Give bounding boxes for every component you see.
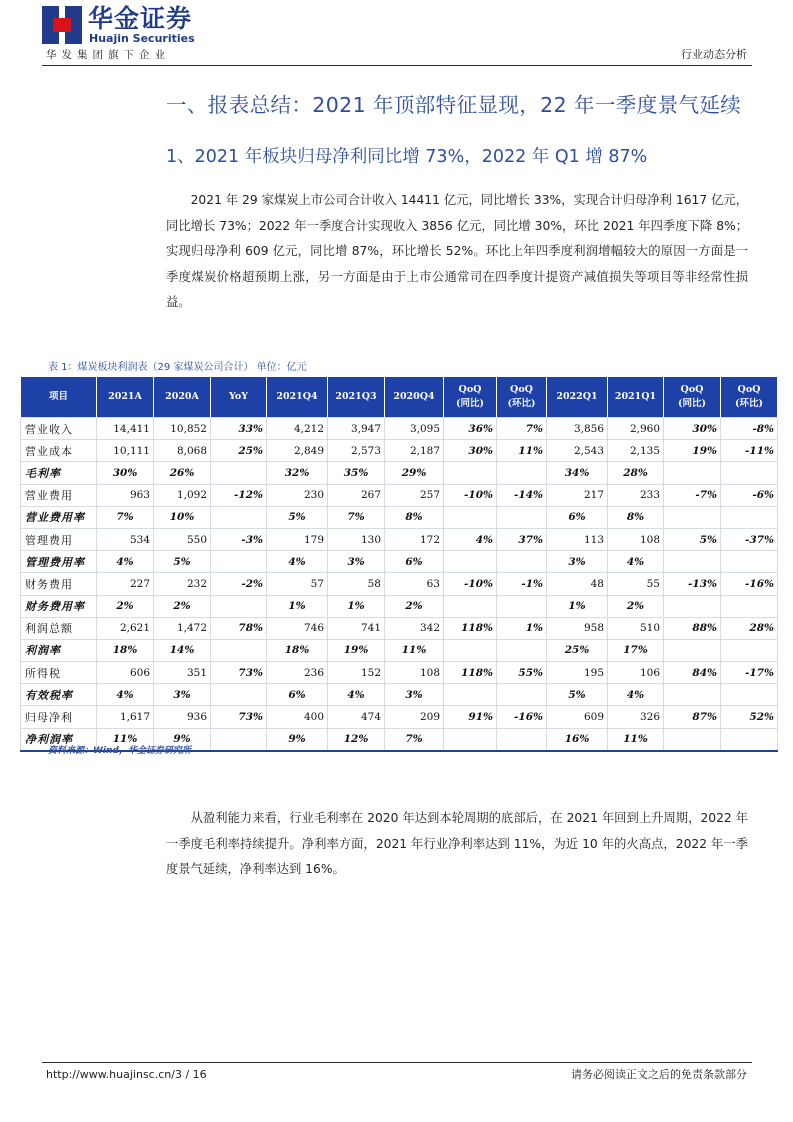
table-cell: [444, 551, 497, 573]
table-cell: 37%: [497, 528, 547, 550]
table-row: [21, 551, 778, 573]
table-body: [21, 418, 778, 751]
summary-paragraph: 2021 年 29 家煤炭上市公司合计收入 14411 亿元，同比增长 33%，实现合计归母净利 1617 亿元，同比增长 73%；2022 年一季度合计实现收入 3856 亿元，同比增 30%，环比 2021 年四季度下降 8%；实现归母净利 609 亿元，同比增 87%，环比增长 52%。环比上年四季度利润增幅较大的原因一方面是一季度煤炭价格超预期上涨，另一方面是由于上市公通常司在四季度计提资产减值损失等项目等非经常性损益。: [166, 193, 748, 310]
row-label: 管理费用率: [21, 551, 97, 573]
table-cell: 267: [328, 484, 385, 506]
table-cell: 9%: [154, 728, 211, 751]
row-label: 财务费用: [21, 573, 97, 595]
table-cell: 7%: [497, 418, 547, 440]
table-cell: 7%: [328, 506, 385, 528]
table-cell: 4%: [97, 551, 154, 573]
table-cell: [721, 684, 778, 706]
footer-disclaimer: 请务必阅读正文之后的免责条款部分: [571, 1068, 747, 1081]
table-cell: 2,187: [385, 440, 444, 462]
table-cell: -1%: [497, 573, 547, 595]
table-cell: 63: [385, 573, 444, 595]
table-cell: 1%: [328, 595, 385, 617]
table-source: 资料来源：Wind，华金证券研究所: [48, 746, 191, 756]
table-cell: 52%: [721, 706, 778, 728]
table-cell: 342: [385, 617, 444, 639]
row-label: 利润率: [21, 639, 97, 661]
table-row: [21, 573, 778, 595]
table-row: [21, 528, 778, 550]
table-row: [21, 484, 778, 506]
table-cell: [211, 506, 267, 528]
table-cell: 326: [608, 706, 664, 728]
row-label: 净利润率: [21, 728, 97, 751]
table-header-row: [21, 377, 778, 418]
table-row: [21, 506, 778, 528]
table-cell: 400: [267, 706, 328, 728]
table-cell: 30%: [664, 418, 721, 440]
table-cell: 108: [608, 528, 664, 550]
column-header: QoQ (同比): [444, 377, 497, 418]
table-cell: [497, 728, 547, 751]
table-cell: 2%: [97, 595, 154, 617]
table-cell: 11%: [497, 440, 547, 462]
table-cell: 108: [385, 662, 444, 684]
table-cell: 236: [267, 662, 328, 684]
table-row: [21, 595, 778, 617]
column-header: QoQ (环比): [721, 377, 778, 418]
table-cell: 84%: [664, 662, 721, 684]
row-label: 营业收入: [21, 418, 97, 440]
table-cell: 230: [267, 484, 328, 506]
table-cell: 2,543: [547, 440, 608, 462]
column-header: QoQ (同比): [664, 377, 721, 418]
table-cell: 1%: [547, 595, 608, 617]
table-cell: [721, 506, 778, 528]
row-label: 营业成本: [21, 440, 97, 462]
column-header: QoQ (环比): [497, 377, 547, 418]
table-cell: [444, 506, 497, 528]
table-cell: -13%: [664, 573, 721, 595]
row-label: 营业费用: [21, 484, 97, 506]
table-cell: 2,849: [267, 440, 328, 462]
table-cell: 6%: [267, 684, 328, 706]
table-row: [21, 706, 778, 728]
profit-table: [20, 377, 778, 752]
table-cell: 2%: [608, 595, 664, 617]
table-cell: [497, 551, 547, 573]
table-cell: [664, 728, 721, 751]
table-cell: 11%: [385, 639, 444, 661]
table-cell: 6%: [547, 506, 608, 528]
table-cell: [664, 551, 721, 573]
table-cell: 936: [154, 706, 211, 728]
table-cell: 1%: [267, 595, 328, 617]
table-cell: 130: [328, 528, 385, 550]
table-cell: 10,111: [97, 440, 154, 462]
table-cell: 26%: [154, 462, 211, 484]
table-cell: 2%: [154, 595, 211, 617]
table-cell: 2,573: [328, 440, 385, 462]
table-cell: -11%: [721, 440, 778, 462]
column-header: YoY: [211, 377, 267, 418]
table-cell: [497, 462, 547, 484]
table-cell: [211, 728, 267, 751]
table-cell: 4%: [97, 684, 154, 706]
row-label: 财务费用率: [21, 595, 97, 617]
table-cell: 741: [328, 617, 385, 639]
table-cell: 510: [608, 617, 664, 639]
table-cell: 78%: [211, 617, 267, 639]
report-type: 行业动态分析: [681, 48, 747, 61]
table-cell: 48: [547, 573, 608, 595]
table-cell: 18%: [267, 639, 328, 661]
table-cell: 11%: [97, 728, 154, 751]
header-divider: [42, 65, 752, 66]
column-header: 2021Q3: [328, 377, 385, 418]
table-cell: [721, 551, 778, 573]
table-cell: 8%: [385, 506, 444, 528]
table-cell: [211, 595, 267, 617]
table-cell: 87%: [664, 706, 721, 728]
table-cell: 6%: [385, 551, 444, 573]
logo-icon: [42, 6, 82, 44]
column-header: 2022Q1: [547, 377, 608, 418]
row-label: 利润总额: [21, 617, 97, 639]
column-header: 2021Q4: [267, 377, 328, 418]
table-cell: 16%: [547, 728, 608, 751]
table-cell: -12%: [211, 484, 267, 506]
table-cell: 55: [608, 573, 664, 595]
table-cell: 4%: [444, 528, 497, 550]
row-label: 有效税率: [21, 684, 97, 706]
table-cell: 217: [547, 484, 608, 506]
logo-chinese-name: 华金证券: [88, 4, 193, 33]
table-cell: [721, 728, 778, 751]
table-cell: 10,852: [154, 418, 211, 440]
table-cell: 227: [97, 573, 154, 595]
table-cell: 25%: [211, 440, 267, 462]
table-cell: 28%: [608, 462, 664, 484]
table-cell: 73%: [211, 706, 267, 728]
footer-divider: [42, 1062, 752, 1063]
table-cell: [721, 639, 778, 661]
table-cell: 28%: [721, 617, 778, 639]
table-cell: [211, 462, 267, 484]
table-cell: 14%: [154, 639, 211, 661]
table-cell: 195: [547, 662, 608, 684]
table-cell: 1%: [497, 617, 547, 639]
row-label: 管理费用: [21, 528, 97, 550]
table-cell: 55%: [497, 662, 547, 684]
column-header: 项目: [21, 377, 97, 418]
column-header: 2020Q4: [385, 377, 444, 418]
table-row: [21, 418, 778, 440]
table-cell: 19%: [328, 639, 385, 661]
table-cell: 113: [547, 528, 608, 550]
table-cell: 30%: [97, 462, 154, 484]
table-cell: 351: [154, 662, 211, 684]
row-label: 归母净利: [21, 706, 97, 728]
table-cell: 35%: [328, 462, 385, 484]
column-header: 2020A: [154, 377, 211, 418]
table-cell: 5%: [664, 528, 721, 550]
table-cell: 4%: [608, 684, 664, 706]
table-cell: [444, 684, 497, 706]
table-cell: [444, 462, 497, 484]
table-row: [21, 440, 778, 462]
profit-table-container: [20, 377, 777, 752]
table-cell: 5%: [547, 684, 608, 706]
table-cell: 5%: [267, 506, 328, 528]
table-cell: 3%: [328, 551, 385, 573]
footer-url-page: http://www.huajinsc.cn/3 / 16: [46, 1068, 207, 1081]
table-cell: -10%: [444, 573, 497, 595]
table-cell: 118%: [444, 617, 497, 639]
table-cell: 30%: [444, 440, 497, 462]
table-cell: 9%: [267, 728, 328, 751]
table-cell: 4%: [267, 551, 328, 573]
table-cell: [721, 462, 778, 484]
table-row: [21, 462, 778, 484]
table-cell: 963: [97, 484, 154, 506]
table-cell: 209: [385, 706, 444, 728]
table-cell: 11%: [608, 728, 664, 751]
table-cell: 152: [328, 662, 385, 684]
row-label: 营业费用率: [21, 506, 97, 528]
table-cell: 3,095: [385, 418, 444, 440]
table-cell: 474: [328, 706, 385, 728]
table-cell: -8%: [721, 418, 778, 440]
table-cell: 3%: [547, 551, 608, 573]
column-header: 2021A: [97, 377, 154, 418]
table-cell: [211, 684, 267, 706]
table-cell: 233: [608, 484, 664, 506]
table-row: [21, 639, 778, 661]
table-cell: 3,947: [328, 418, 385, 440]
table-cell: 19%: [664, 440, 721, 462]
table-cell: 29%: [385, 462, 444, 484]
table-cell: -16%: [497, 706, 547, 728]
table-caption: 表 1：煤炭板块利润表（29 家煤炭公司合计） 单位：亿元: [48, 362, 307, 373]
table-cell: -10%: [444, 484, 497, 506]
table-cell: 10%: [154, 506, 211, 528]
table-cell: 88%: [664, 617, 721, 639]
table-cell: 232: [154, 573, 211, 595]
table-row: [21, 684, 778, 706]
table-cell: [211, 551, 267, 573]
table-cell: 32%: [267, 462, 328, 484]
table-cell: 57: [267, 573, 328, 595]
table-cell: [497, 506, 547, 528]
table-cell: -2%: [211, 573, 267, 595]
table-cell: -6%: [721, 484, 778, 506]
table-cell: 58: [328, 573, 385, 595]
table-cell: -7%: [664, 484, 721, 506]
table-cell: [444, 639, 497, 661]
table-cell: -37%: [721, 528, 778, 550]
row-label: 所得税: [21, 662, 97, 684]
table-cell: [664, 462, 721, 484]
table-cell: 1,472: [154, 617, 211, 639]
table-cell: 257: [385, 484, 444, 506]
table-cell: [664, 639, 721, 661]
table-cell: -14%: [497, 484, 547, 506]
table-cell: [497, 595, 547, 617]
table-cell: 3%: [154, 684, 211, 706]
table-cell: 7%: [97, 506, 154, 528]
table-cell: 91%: [444, 706, 497, 728]
table-cell: 8%: [608, 506, 664, 528]
table-cell: 8,068: [154, 440, 211, 462]
table-row: [21, 617, 778, 639]
table-cell: [721, 595, 778, 617]
table-cell: 1,617: [97, 706, 154, 728]
table-cell: [497, 639, 547, 661]
table-cell: 550: [154, 528, 211, 550]
table-cell: 534: [97, 528, 154, 550]
table-cell: 5%: [154, 551, 211, 573]
table-cell: 106: [608, 662, 664, 684]
table-cell: 36%: [444, 418, 497, 440]
table-cell: 4,212: [267, 418, 328, 440]
table-cell: 4%: [608, 551, 664, 573]
table-cell: 33%: [211, 418, 267, 440]
logo-english-name: Huajin Securities: [89, 32, 195, 45]
table-cell: [664, 684, 721, 706]
table-cell: -16%: [721, 573, 778, 595]
table-cell: 172: [385, 528, 444, 550]
table-cell: 12%: [328, 728, 385, 751]
table-cell: 17%: [608, 639, 664, 661]
table-cell: 2,960: [608, 418, 664, 440]
table-cell: 958: [547, 617, 608, 639]
table-cell: 746: [267, 617, 328, 639]
table-cell: 118%: [444, 662, 497, 684]
table-cell: -3%: [211, 528, 267, 550]
table-cell: 4%: [328, 684, 385, 706]
table-cell: [497, 684, 547, 706]
table-cell: [664, 506, 721, 528]
table-cell: 14,411: [97, 418, 154, 440]
table-cell: 18%: [97, 639, 154, 661]
table-cell: 3%: [385, 684, 444, 706]
table-cell: 606: [97, 662, 154, 684]
row-label: 毛利率: [21, 462, 97, 484]
table-cell: 609: [547, 706, 608, 728]
table-cell: [664, 595, 721, 617]
table-cell: 2,621: [97, 617, 154, 639]
profitability-paragraph: 从盈利能力来看，行业毛利率在 2020 年达到本轮周期的底部后，在 2021 年回到上升周期，2022 年一季度毛利率持续提升。净利率方面，2021 年行业净利率达到 11%，为近 10 年的火高点，2022 年一季度景气延续，净利率达到 16%。: [166, 811, 748, 877]
table-row: [21, 662, 778, 684]
table-cell: 7%: [385, 728, 444, 751]
table-cell: [444, 595, 497, 617]
table-cell: [444, 728, 497, 751]
table-cell: 2,135: [608, 440, 664, 462]
table-cell: 34%: [547, 462, 608, 484]
table-cell: 25%: [547, 639, 608, 661]
header-subtitle: 华发集团旗下企业: [46, 49, 170, 61]
table-cell: 1,092: [154, 484, 211, 506]
column-header: 2021Q1: [608, 377, 664, 418]
section-heading: 一、报表总结：2021 年顶部特征显现，22 年一季度景气延续: [166, 93, 742, 117]
table-cell: 73%: [211, 662, 267, 684]
table-cell: -17%: [721, 662, 778, 684]
table-cell: 2%: [385, 595, 444, 617]
subsection-heading: 1、2021 年板块归母净利同比增 73%，2022 年 Q1 增 87%: [166, 147, 648, 167]
table-cell: 3,856: [547, 418, 608, 440]
table-cell: [211, 639, 267, 661]
table-cell: 179: [267, 528, 328, 550]
